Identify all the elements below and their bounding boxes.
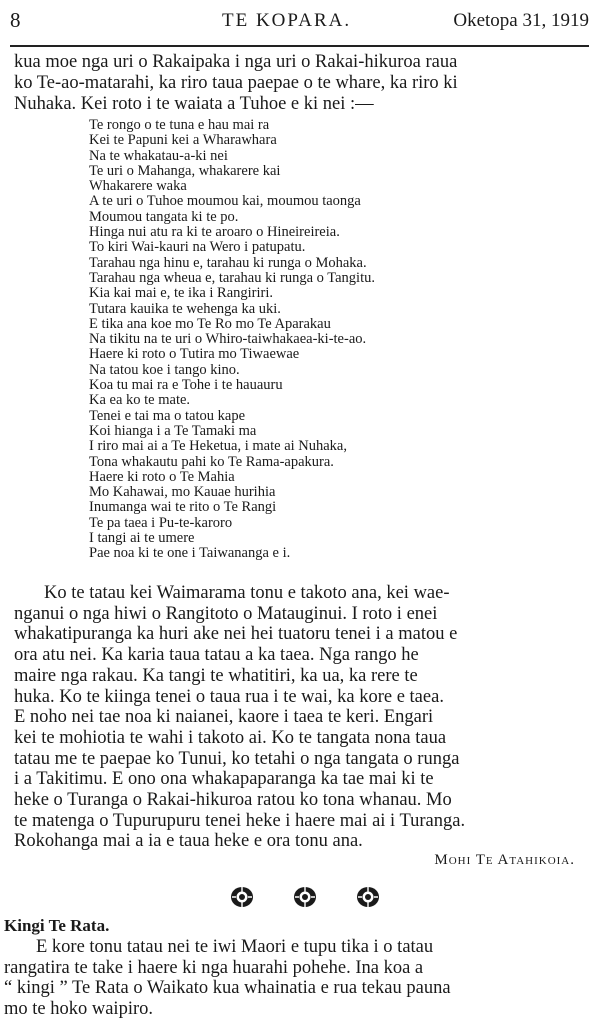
poem-line: Te uri o Mahanga, whakarere kai (89, 162, 281, 179)
paragraph-line: i a Takitimu. E ono ona whakapaparanga ka tae mai ki te (14, 769, 434, 790)
poem-line: Ka ea ko te mate. (89, 392, 191, 409)
issue-date: Oketopa 31, 1919 (453, 10, 589, 31)
floral-ornament-icon (356, 886, 380, 908)
intro-line: Nuhaka. Kei roto i te waiata a Tuhoe e ki nei :— (14, 94, 374, 114)
poem-line: Koa tu mai ra e Tohe i te hauauru (89, 377, 283, 394)
header-rule (10, 45, 589, 47)
poem-line: Moumou tangata ki te po. (89, 208, 239, 225)
poem-line: Tutara kauika te wehenga ka uki. (89, 300, 281, 317)
paragraph-line: tatau me te paepae ko Tunui, ko tetahi o nga tangata o runga (14, 748, 460, 769)
poem-line: Tarahau nga hinu e, tarahau ki runga o Mohaka. (89, 254, 367, 271)
poem-line: Te rongo o te tuna e hau mai ra (89, 117, 270, 133)
poem-line: Whakarere waka (89, 178, 187, 195)
waiata-poem (89, 118, 375, 562)
paragraph-line: heke o Turanga o Rakai-hikuroa ratou ko tona whanau. Mo (14, 790, 452, 811)
author-signature: Mohi Te Atahikoia. (434, 852, 575, 868)
poem-line: Pae noa ki te one i Taiwananga e i. (89, 545, 291, 562)
poem-line: Haere ki roto o Tutira mo Tiwaewae (89, 346, 300, 363)
poem-line: Na te whakatau-a-ki nei (89, 147, 228, 164)
body-paragraph (14, 583, 586, 852)
poem-line: Te pa taea i Pu-te-karoro (89, 514, 233, 531)
poem-line: Na tikitu na te uri o Whiro-taiwhakaea-ki-te-ao. (89, 331, 367, 348)
paragraph-line: Ko te tatau kei Waimarama tonu e takoto ana, kei wae- (44, 583, 450, 603)
paragraph-line: te matenga o Tupurupuru tenei heke i haere mai ai i Turanga. (14, 810, 466, 831)
poem-line: Hinga nui atu ra ki te aroaro o Hineireireia. (89, 224, 340, 241)
poem-line: I riro mai ai a Te Heketua, i mate ai Nuhaka, (89, 438, 347, 455)
poem-line: Mo Kahawai, mo Kauae hurihia (89, 484, 276, 501)
paragraph-line: kei te mohiotia te wahi i takoto ai. Ko te tangata nona taua (14, 727, 447, 748)
floral-ornament-icon (293, 886, 317, 908)
intro-line: ko Te-ao-matarahi, ka riro taua paepae o te whare, ka riro ki (14, 73, 458, 93)
paragraph-line: E kore tonu tatau nei te iwi Maori e tupu tika i o tatau (36, 937, 434, 957)
paragraph-line: maire nga rakau. Ka tangi te whatitiri, ka ua, ka rere te (14, 665, 418, 686)
poem-line: Tona whakautu pahi ko Te Rama-apakura. (89, 453, 334, 470)
poem-line: Kia kai mai e, te ika i Rangiriri. (89, 285, 274, 302)
paragraph-line: huka. Ko te kiinga tenei o taua rua i te wai, ka kore e taea. (14, 686, 444, 707)
poem-line: Haere ki roto o Te Mahia (89, 468, 235, 485)
floral-ornament-icon (230, 886, 254, 908)
paragraph-line: mo te hoko waipiro. (4, 998, 154, 1019)
publication-title: TE KOPARA. (222, 10, 352, 31)
poem-line: Inumanga wai te rito o Te Rangi (89, 499, 277, 516)
poem-line: Tenei e tai ma o tatou kape (89, 407, 246, 424)
poem-line: Na tatou koe i tango kino. (89, 361, 240, 378)
poem-line: I tangi ai te umere (89, 530, 195, 547)
intro-line: kua moe nga uri o Rakaipaka i nga uri o Rakai-hikuroa raua (14, 52, 458, 72)
poem-line: Koi hianga i a Te Tamaki ma (89, 422, 257, 439)
poem-line: Kei te Papuni kei a Wharawhara (89, 132, 277, 149)
poem-line: Tarahau nga wheua e, tarahau ki runga o Tangitu. (89, 269, 375, 286)
intro-paragraph (14, 52, 584, 115)
paragraph-line: E noho nei tae noa ki naianei, kaore i taea te keri. Engari (14, 707, 434, 728)
paragraph-line: Rokohanga mai a ia e taua heke e ora tonu ana. (14, 831, 363, 852)
paragraph-line: ora atu nei. Ka karia taua tatau a ka taea. Nga rango he (14, 645, 419, 666)
poem-line: A te uri o Tuhoe moumou kai, moumou taonga (89, 193, 361, 210)
section-divider-ornaments (230, 886, 380, 912)
section-heading: Kingi Te Rata. (4, 916, 110, 935)
poem-line: E tika ana koe mo Te Ro mo Te Aparakau (89, 315, 331, 332)
page-header (10, 4, 589, 44)
page-number: 8 (10, 8, 21, 32)
paragraph-line: rangatira te take i haere ki nga huarahi pohehe. Ina koa a (4, 957, 424, 978)
section-paragraph (4, 937, 589, 1019)
poem-line: To kiri Wai-kauri na Wero i patupatu. (89, 239, 306, 256)
paragraph-line: “ kingi ” Te Rata o Waikato kua whainatia e rua tekau pauna (4, 978, 451, 998)
paragraph-line: whakatipuranga ka huri ake nei hei tuatoru tenei i a matou e (14, 624, 458, 645)
paragraph-line: nganui o nga hiwi o Rangitoto o Matauginui. I roto i enei (14, 603, 438, 624)
